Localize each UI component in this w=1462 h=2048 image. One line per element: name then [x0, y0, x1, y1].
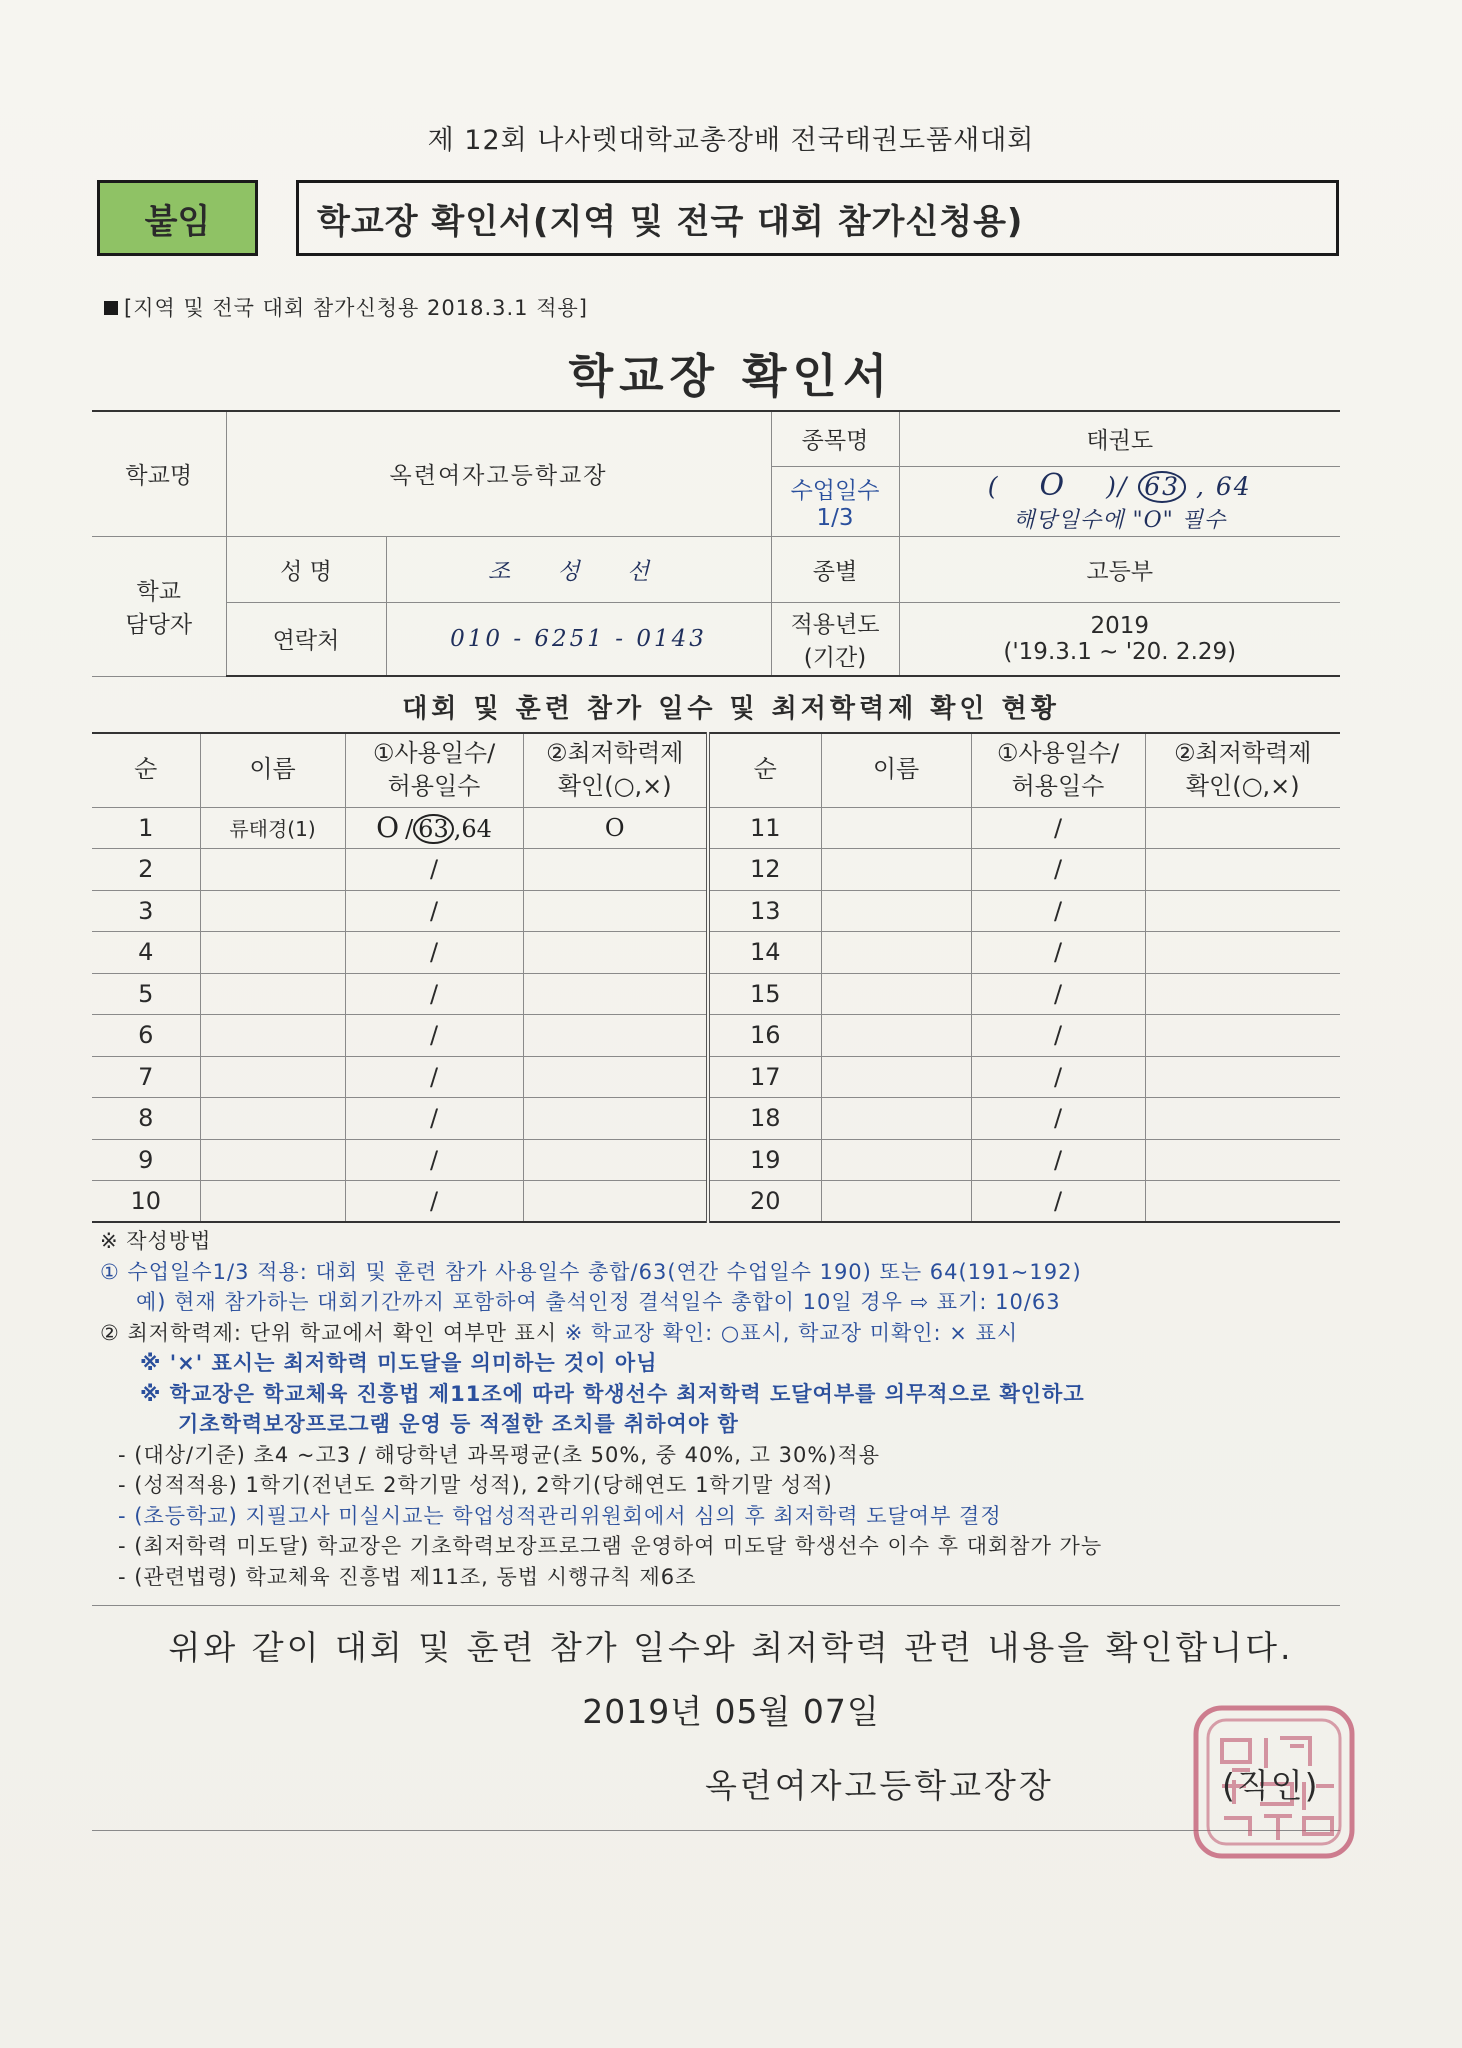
row-check-right [1145, 890, 1340, 932]
row-name-right [821, 1181, 971, 1223]
row-name-right [821, 1139, 971, 1181]
row-no: 8 [92, 1098, 200, 1140]
class-days-label-line1: 수업일수 [790, 477, 880, 504]
class-days-label [771, 466, 899, 536]
row-check [523, 849, 708, 891]
year-value [899, 602, 1340, 676]
row-name-right [821, 807, 971, 849]
row-days-right: / [971, 807, 1145, 849]
class-days-label-line2: 1/3 [816, 504, 854, 531]
row-name [200, 1139, 345, 1181]
manager-label-line2: 담당자 [125, 612, 193, 638]
row-check-right [1145, 1181, 1340, 1223]
row-days-right: / [971, 932, 1145, 974]
name-value: 조 성 선 [386, 536, 771, 602]
form-title: 학교장 확인서(지역 및 전국 대회 참가신청용) [296, 180, 1339, 256]
year-label [771, 602, 899, 676]
row-no: 1 [92, 807, 200, 849]
name-label: 성 명 [226, 536, 386, 602]
table-row [92, 1015, 1340, 1057]
event-title: 제 12회 나사렛대학교총장배 전국태권도품새대회 [427, 125, 1035, 156]
attachment-label: 붙임 [97, 180, 258, 256]
row-no: 2 [92, 849, 200, 891]
row-check-right [1145, 1139, 1340, 1181]
row-no-right: 14 [708, 932, 821, 974]
table-row [92, 849, 1340, 891]
header-no-right: 순 [708, 733, 821, 807]
row-no-right: 13 [708, 890, 821, 932]
row-name-right [821, 973, 971, 1015]
row-check-right [1145, 807, 1340, 849]
detail-3: - (초등학교) 지필고사 미실시교는 학업성적관리위원회에서 심의 후 최저학력 도달여부 결정 [118, 1503, 1002, 1528]
row-check [523, 1056, 708, 1098]
attendance-header-row [92, 733, 1340, 807]
row-days-right: / [971, 973, 1145, 1015]
row-check: O [523, 807, 708, 849]
row-check [523, 1139, 708, 1181]
apply-note-text: [지역 및 전국 대회 참가신청용 2018.3.1 적용] [124, 296, 588, 320]
row-name [200, 973, 345, 1015]
row-no-right: 17 [708, 1056, 821, 1098]
attendance-section-title: 대회 및 훈련 참가 일수 및 최저학력제 확인 현황 [402, 694, 1060, 724]
detail-1: - (대상/기준) 초4 ~고3 / 해당학년 과목평균(초 50%, 중 40%, 고 30%)적용 [118, 1442, 881, 1467]
header-check [523, 733, 708, 807]
sport-label: 종목명 [771, 411, 899, 466]
row-days-mark: O [376, 811, 400, 845]
table-row [92, 1181, 1340, 1223]
header-no: 순 [92, 733, 200, 807]
row-name-right [821, 1015, 971, 1057]
seal-label: (직인) [1222, 1766, 1320, 1805]
contact-value: 010 - 6251 - 0143 [386, 602, 771, 676]
notes-heading: ※ 작성방법 [100, 1229, 212, 1253]
category-value: 고등부 [899, 536, 1340, 602]
note-4: ※ 학교장은 학교체육 진흥법 제11조에 따라 학생선수 최저학력 도달여부를 의무적으로 확인하고 [140, 1381, 1085, 1406]
attendance-table [92, 732, 1340, 1223]
class-days-sep: )/ [1106, 472, 1129, 501]
row-name-right [821, 849, 971, 891]
row-no: 10 [92, 1181, 200, 1223]
row-check-right [1145, 849, 1340, 891]
table-row [92, 973, 1340, 1015]
note-2-text: ② 최저학력제: 단위 학교에서 확인 여부만 표시 [100, 1320, 558, 1345]
row-name-right [821, 932, 971, 974]
square-bullet-icon [104, 301, 118, 315]
row-no-right: 18 [708, 1098, 821, 1140]
row-check [523, 1098, 708, 1140]
header-days-line2: 허용일수 [387, 772, 481, 801]
table-row [92, 932, 1340, 974]
detail-4: - (최저학력 미도달) 학교장은 기초학력보장프로그램 운영하여 미도달 학생선수 이수 후 대회참가 가능 [118, 1534, 1103, 1558]
header-days [345, 733, 523, 807]
row-check-right [1145, 973, 1340, 1015]
note-4-cont: 기초학력보장프로그램 운영 등 적절한 조치를 취하여야 함 [178, 1412, 739, 1436]
row-no: 9 [92, 1139, 200, 1181]
detail-5: - (관련법령) 학교체육 진흥법 제11조, 동법 시행규칙 제6조 [118, 1564, 697, 1589]
row-days: / [345, 1139, 523, 1181]
row-no-right: 16 [708, 1015, 821, 1057]
header-days-line1: ①사용일수/ [372, 738, 496, 767]
issue-date: 2019년 05월 07일 [582, 1692, 880, 1731]
row-days-circled: 63 [413, 814, 454, 844]
header-days-right-line2: 허용일수 [1011, 772, 1105, 801]
year-label-line2: (기간) [803, 644, 867, 671]
row-no: 7 [92, 1056, 200, 1098]
row-days-right: / [971, 890, 1145, 932]
row-check-right [1145, 1056, 1340, 1098]
row-days-sep: / [405, 815, 414, 844]
table-row [92, 1139, 1340, 1181]
row-no-right: 11 [708, 807, 821, 849]
apply-note [104, 292, 588, 322]
row-no-right: 19 [708, 1139, 821, 1181]
class-days-circled: 63 [1138, 471, 1186, 503]
manager-label-line1: 학교 [136, 579, 181, 605]
row-name-right [821, 890, 971, 932]
row-days: / [345, 973, 523, 1015]
class-days-end: , 64 [1195, 472, 1252, 501]
row-name [200, 1015, 345, 1057]
row-days: / [345, 1056, 523, 1098]
row-days-end: ,64 [453, 815, 492, 844]
row-name [200, 1056, 345, 1098]
document-title: 학교장 확인서 [568, 349, 894, 403]
row-check-right [1145, 1015, 1340, 1057]
row-check [523, 890, 708, 932]
row-name [200, 1098, 345, 1140]
row-days-right: / [971, 1056, 1145, 1098]
header-check-right-line2: 확인(○,×) [1185, 772, 1300, 801]
row-days: / [345, 1181, 523, 1223]
row-days-right: / [971, 1181, 1145, 1223]
row-no-right: 15 [708, 973, 821, 1015]
table-row [92, 1056, 1340, 1098]
category-label: 종별 [771, 536, 899, 602]
row-no: 3 [92, 890, 200, 932]
row-no: 5 [92, 973, 200, 1015]
year-value-year: 2019 [1090, 612, 1150, 639]
year-value-period: ('19.3.1 ~ '20. 2.29) [1003, 638, 1237, 665]
row-check [523, 973, 708, 1015]
row-days: / [345, 890, 523, 932]
contact-label: 연락처 [226, 602, 386, 676]
sport-value: 태권도 [899, 411, 1340, 466]
table-row [92, 890, 1340, 932]
class-days-mark: O [1039, 468, 1067, 503]
note-1-example: 예) 현재 참가하는 대회기간까지 포함하여 출석인정 결석일수 총합이 10일 경우 ⇨ 표기: 10/63 [136, 1290, 1061, 1314]
table-row [92, 1098, 1340, 1140]
school-name-value: 옥련여자고등학교장 [226, 411, 771, 536]
row-days [345, 807, 523, 849]
row-name-right [821, 1056, 971, 1098]
row-check-right [1145, 1098, 1340, 1140]
detail-2: - (성적적용) 1학기(전년도 2학기말 성적), 2학기(당해연도 1학기말 성적) [118, 1473, 833, 1497]
class-days-hint: 해당일수에 "O" 필수 [1013, 508, 1227, 533]
header-name-right: 이름 [821, 733, 971, 807]
header-check-line1: ②최저학력제 [546, 738, 684, 767]
row-name [200, 932, 345, 974]
info-table [92, 410, 1340, 677]
note-2-detail: ※ 학교장 확인: ○표시, 학교장 미확인: × 표시 [557, 1320, 1019, 1345]
row-days-right: / [971, 849, 1145, 891]
note-1: ① 수업일수1/3 적용: 대회 및 훈련 참가 사용일수 총합/63(연간 수업일수 190) 또는 64(191~192) [100, 1259, 1082, 1284]
row-no-right: 12 [708, 849, 821, 891]
row-days: / [345, 1015, 523, 1057]
row-days-right: / [971, 1098, 1145, 1140]
row-name [200, 890, 345, 932]
row-days-right: / [971, 1139, 1145, 1181]
row-name [200, 849, 345, 891]
row-no-right: 20 [708, 1181, 821, 1223]
year-label-line1: 적용년도 [790, 611, 880, 638]
school-name-label: 학교명 [92, 411, 226, 536]
row-check [523, 932, 708, 974]
principal-name: 옥련여자고등학교장장 [705, 1766, 1054, 1805]
note-3: ※ '×' 표시는 최저학력 미도달을 의미하는 것이 아님 [140, 1351, 658, 1375]
row-days: / [345, 932, 523, 974]
row-name [200, 1181, 345, 1223]
note-2 [100, 1318, 1345, 1349]
header-check-right-line1: ②최저학력제 [1174, 738, 1312, 767]
header-days-right [971, 733, 1145, 807]
divider [92, 1605, 1340, 1606]
header-check-line2: 확인(○,×) [557, 772, 672, 801]
class-days-entry [900, 468, 1341, 503]
manager-label [92, 536, 226, 676]
header-name: 이름 [200, 733, 345, 807]
row-check [523, 1015, 708, 1057]
header-days-right-line1: ①사용일수/ [996, 738, 1120, 767]
row-no: 4 [92, 932, 200, 974]
row-name: 류태경(1) [200, 807, 345, 849]
row-check [523, 1181, 708, 1223]
row-name-right [821, 1098, 971, 1140]
table-row [92, 807, 1340, 849]
row-days-right: / [971, 1015, 1145, 1057]
header-check-right [1145, 733, 1340, 807]
class-days-open: ( [987, 472, 1000, 501]
row-days: / [345, 1098, 523, 1140]
row-check-right [1145, 932, 1340, 974]
writing-guide-notes [100, 1226, 1345, 1592]
class-days-value [899, 466, 1340, 536]
confirm-statement: 위와 같이 대회 및 훈련 참가 일수와 최저학력 관련 내용을 확인합니다. [168, 1628, 1294, 1667]
row-no: 6 [92, 1015, 200, 1057]
row-days: / [345, 849, 523, 891]
bottom-divider [92, 1830, 1340, 1831]
